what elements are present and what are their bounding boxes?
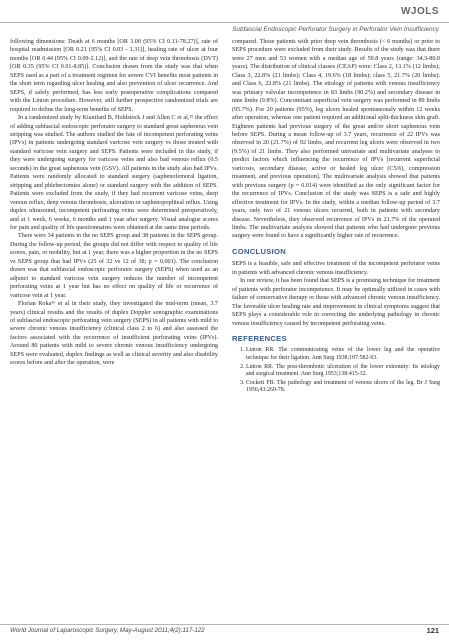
left-paragraph-1: following dimensions: Death at 6 months [OR 3.00 (95% CI 0.11-78.27)], rate of hospital readmission [OR 0.21 (95% CI 0.03 - 1.31)], healing rate of ulcer at four months [OR 0.44 (95% CI 0.09-2.12)], and the rate of deep vein thrombosis (DVT) [OR 0.35 (95% CI 0.01-8.85)]. Conclusion drawn from the study was that when SEPS used as a part of a treatment regimen for severe CVI benefits most patients in the short term regarding ulcer healing and also prevention of ulcer recurrence. And SEPS, if safely performed, has less early postoperative complications compared with the Linton procedure. However, still further prospective randomized trials are required to define the long-term benefits of SEPS. [10, 39, 218, 113]
reference-item: 2. Linton RR. The post-thrombotic ulceration of the lower extremity: Its etiology and surgical treatment. Ann Surg 1953;138:415-32. [246, 364, 440, 379]
conclusion-heading: CONCLUSION [232, 246, 287, 256]
footer-rule [0, 624, 449, 625]
running-head: Subfascial Endoscopic Perforator Surgery in Perforator Vein Insufficiency [232, 26, 439, 33]
reference-list [232, 347, 440, 395]
left-column [10, 38, 218, 368]
conclusion-paragraph-2: In our review, it has been found that SEPS is a promising technique for treatment of patients with perforator incompetence. It may be optimally utilized in cases with failure of conservative therapy or those with advanced chronic venous insufficiency. The favorable ulcer healing rate and improvement in clinical symptoms suggest that SEPS plays a considerable role in correcting the underlying pathology in chronic venous insufficiency caused by incompetent perforating veins. [232, 278, 440, 327]
right-column [232, 38, 440, 396]
right-paragraph-1: compared. Those patients with prior deep vein thrombosis (< 6 months) or prior to SEPS procedure were excluded from their study. Results of the study was that there were 27 men and 53 women with a median age of 59.8 years (range: 34.3-80.0 years). The distribution of clinical classes (CEAP) were: Class 2, 13.1% (12 limbs); Class 3, 22.8% (21 limbs); Class 4, 19.6% (18 limbs); class 5, 21.7% (20 limbs); and Class 6, 22.8% (21 limbs). The etiology of patients with venous insufficiency was primary valvular incompetence in 83 limbs (90.2%) and secondary disease in nine limbs (9.8%). Concomitant superficial vein surgery was performed in 89 limbs (95.7%). For 20 patients (95%), leg ulcers healed spontaneously within 12 weeks after operation, whereas one patient required an additional split-thickness skin graft. Eighteen patients had previous surgery of the great and/or short saphenous vein before SEPS. During a mean follow-up of 3.7 years, recurrence of 22 IPVs was observed in 20 (21.7%) of 92 limbs, and recurrent leg ulcers were observed in two (9.5%) of 21 limbs. They also performed univariate and multivariate analyses to predict factors which influencing the recurrence of IPVs [recurrent superficial varicosis, secondary disease, active or healed leg ulcer (C5/6), compression treatment, and previous operation]. The multivariate analysis showed that patients with previous surgery (p = 0.014) were identified as the only significant factor for the recurrence of IPVs. Conclusion of the study was SEPS is a safe and highly effective treatment for IPVs. In the study, within a median follow-up period of 3.7 years, only two of 21 venous ulcers recurred, both in patients with secondary disease. Nevertheless, they observed recurrence of IPVs in 21.7% of the operated limbs. The multivariate analysis showed that patients who had undergone previous surgery were found to have a significantly higher rate of recurrence. [232, 39, 440, 240]
header-rule [0, 22, 449, 23]
references-heading: REFERENCES [232, 333, 287, 343]
reference-item: 1. Linton RR. The communicating veins of the lower leg and the operative technique for their ligation. Ann Surg 1938;107:582-93. [246, 347, 440, 362]
journal-tag: WJOLS [400, 6, 439, 17]
left-paragraph-4: Florian Roka¹⁶ et al in their study, they investigated the mid-term (mean, 3.7 years) clinical results and the results of duplex Doppler sonographic examinations of subfascial endoscopic perforating vein surgery (SEPS) in all patients with mild to severe chronic venous insufficiency (clinical class 2 to 6) and also assessed the factors associated with the recurrence of insufficient perforating veins (IPVs). Around 80 patients with mild to severe chronic venous insufficiency undergoing SEPS were evaluated, duplex findings as well as clinical severity and also disability scores before and after the operation, were [10, 301, 218, 367]
left-paragraph-3: There were 34 patients in the no SEPS group and 38 patients in the SEPS group. During the follow-up period, the groups did not differ with respect to quality of life scores, pain, or mobility, but at 1 year, there was a higher proportion in the no SEPS vs SEPS group that had IPVs (25 of 32 vs 12 of 38; p = 0.001). The conclusion drawn was that subfascial endoscopic perforator surgery (SEPS) when used as an adjunct to standard varicose vein surgery reduces the number of incompetent perforating veins at 1 year but has no effect on quality of life or recurrence of varicose vein at 1 year. [10, 233, 218, 299]
reference-item: 3. Cockett FB. The pathology and treatment of venous ulcers of the leg. Br J Surg 1956;43:260-78. [246, 380, 440, 395]
journal-citation: World Journal of Laparoscopic Surgery, May-August 2011;4(2):117-122 [10, 627, 205, 634]
conclusion-paragraph-1: SEPS is a feasible, safe and effective treatment of the incompetent perforator veins in patients with advanced chronic venous insufficiency. [232, 261, 440, 276]
page-number: 121 [426, 626, 439, 635]
left-paragraph-2: In a randomized study by Kianifard B, Holdstock J and Allen C et al,¹⁵ the effect of adding subfascial endoscopic perforator surgery to standard great saphenous vein stripping was studied. The authors studied the fate of incompetent perforating veins (IPVs) in patients undergoing standard varicose vein surgery vs those treated with standard varicose vein surgery and SEPS. Patients were included in this study, if they were undergoing surgery for varicose veins and also had venous reflux (0.5 seconds) in the great saphenous vein (GSV). All patients in the study also had IPVs. Patients were randomly allocated to standard surgery (saphenofemoral ligation, stripping and phlebectomies alone) or standard surgery with the addition of SEPS. Patients were excluded from the study, if they had recurrent varicose veins, deep venous reflux, deep venous thrombosis, ulceration or saphenopopliteal reflux. Using duplex ultrasound, incompetent perforating veins were determined preoperatively, and at 1 week, 6 weeks, 6 months and 1 year after surgery. Visual analogue scores for pain and quality of life questionnaires were obtained at the same time periods. [10, 115, 218, 231]
